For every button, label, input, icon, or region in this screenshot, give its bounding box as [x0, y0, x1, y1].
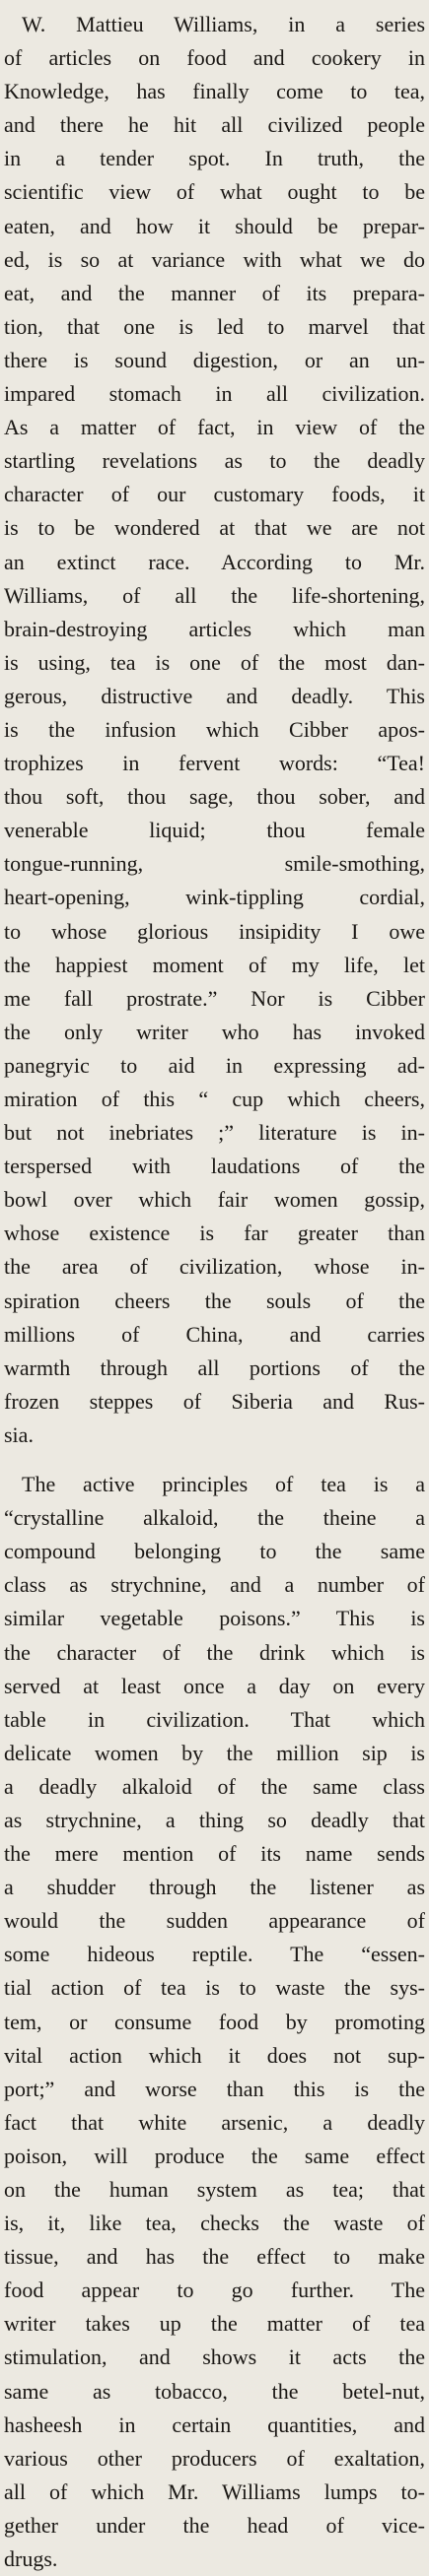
text-line: the mere mention of its name sends	[4, 1841, 425, 1867]
text-line: bowl over which fair women gossip,	[4, 1187, 425, 1213]
text-line: stimulation, and shows it acts the	[4, 2345, 425, 2370]
text-line: some hideous reptile. The “essen-	[4, 1942, 425, 1967]
text-line: brain-destroying articles which man	[4, 616, 425, 641]
text-line: as strychnine, a thing so deadly that	[4, 1807, 425, 1832]
text-line: to whose glorious insipidity I owe	[4, 918, 425, 944]
text-line: port;” and worse than this is the	[4, 2076, 425, 2101]
text-line: gether under the head of vice-	[4, 2512, 425, 2538]
text-line: tial action of tea is to waste the sys-	[4, 1975, 425, 2001]
text-line: gerous, distructive and deadly. This	[4, 683, 425, 708]
text-line: whose existence is far greater than	[4, 1221, 425, 1246]
text-line: there is sound digestion, or an un-	[4, 347, 425, 372]
text-line: served at least once a day on every	[4, 1673, 425, 1698]
text-line: hasheesh in certain quantities, and	[4, 2411, 425, 2437]
text-line: tem, or consume food by promoting	[4, 2009, 425, 2034]
text-line: spiration cheers the souls of the	[4, 1288, 425, 1313]
text-line: is using, tea is one of the most dan-	[4, 649, 425, 675]
text-line: same as tobacco, the betel-nut,	[4, 2378, 425, 2404]
text-line: writer takes up the matter of tea	[4, 2311, 425, 2337]
text-line: but not inebriates ;” literature is in-	[4, 1120, 425, 1146]
text-line: a shudder through the listener as	[4, 1875, 425, 1900]
text-line: the area of civilization, whose in-	[4, 1254, 425, 1280]
text-line: As a matter of fact, in view of the	[4, 415, 425, 440]
text-line: “crystalline alkaloid, the theine a	[4, 1505, 425, 1531]
text-line: terspersed with laudations of the	[4, 1154, 425, 1179]
text-line: is the infusion which Cibber apos-	[4, 716, 425, 742]
text-line: of articles on food and cookery in	[4, 45, 425, 71]
text-line: venerable liquid; thou female	[4, 818, 425, 843]
article-paragraph-1	[4, 8, 425, 1452]
text-line: class as strychnine, and a number of	[4, 1572, 425, 1598]
text-line: startling revelations as to the deadly	[4, 448, 425, 474]
text-line: is to be wondered at that we are not	[4, 515, 425, 541]
text-line: vital action which it does not sup-	[4, 2042, 425, 2068]
text-line: similar vegetable poisons.” This is	[4, 1606, 425, 1631]
text-line: the only writer who has invoked	[4, 1019, 425, 1044]
article-paragraph-2	[4, 1468, 425, 2576]
text-line: the happiest moment of my life, let	[4, 952, 425, 977]
text-line: the character of the drink which is	[4, 1639, 425, 1665]
text-line: is, it, like tea, checks the waste of	[4, 2211, 425, 2236]
text-line: all of which Mr. Williams lumps to-	[4, 2478, 425, 2504]
text-line: heart-opening, wink-tippling cordial,	[4, 885, 425, 910]
text-line: a deadly alkaloid of the same class	[4, 1773, 425, 1799]
text-line: Williams, of all the life-shortening,	[4, 582, 425, 608]
text-line: impared stomach in all civilization.	[4, 381, 425, 407]
text-line: millions of China, and carries	[4, 1321, 425, 1347]
text-line: character of our customary foods, it	[4, 482, 425, 507]
text-line: food appear to go further. The	[4, 2278, 425, 2303]
text-line: various other producers of exaltation,	[4, 2445, 425, 2471]
text-line: panegryic to aid in expressing ad-	[4, 1052, 425, 1078]
text-line: The active principles of tea is a	[22, 1472, 425, 1497]
text-line: ed, is so at variance with what we do	[4, 246, 425, 272]
text-line: tion, that one is led to marvel that	[4, 313, 425, 339]
text-line: and there he hit all civilized people	[4, 112, 425, 138]
text-line: W. Mattieu Williams, in a series	[22, 12, 425, 36]
text-line: tissue, and has the effect to make	[4, 2244, 425, 2270]
text-line: scientific view of what ought to be	[4, 179, 425, 205]
text-line: in a tender spot. In truth, the	[4, 146, 425, 171]
text-line: frozen steppes of Siberia and Rus-	[4, 1388, 425, 1414]
text-line: table in civilization. That which	[4, 1706, 425, 1732]
text-line: on the human system as tea; that	[4, 2177, 425, 2202]
text-line: an extinct race. According to Mr.	[4, 549, 425, 574]
text-line: compound belonging to the same	[4, 1539, 425, 1564]
text-line: eat, and the manner of its prepara-	[4, 280, 425, 305]
text-line: poison, will produce the same effect	[4, 2143, 425, 2168]
text-line: sia.	[4, 1421, 34, 1447]
text-line: trophizes in fervent words: “Tea!	[4, 751, 425, 776]
text-line: tongue-running, smile-smothing,	[4, 851, 425, 877]
text-line: Knowledge, has finally come to tea,	[4, 79, 425, 104]
text-line: eaten, and how it should be prepar-	[4, 213, 425, 238]
text-line: fact that white arsenic, a deadly	[4, 2109, 425, 2135]
text-line: drugs.	[4, 2546, 58, 2572]
text-line: delicate women by the million sip is	[4, 1740, 425, 1765]
text-line: miration of this “ cup which cheers,	[4, 1087, 425, 1111]
text-line: warmth through all portions of the	[4, 1354, 425, 1380]
text-line: would the sudden appearance of	[4, 1908, 425, 1934]
text-line: me fall prostrate.” Nor is Cibber	[4, 985, 425, 1011]
text-line: thou soft, thou sage, thou sober, and	[4, 784, 425, 810]
